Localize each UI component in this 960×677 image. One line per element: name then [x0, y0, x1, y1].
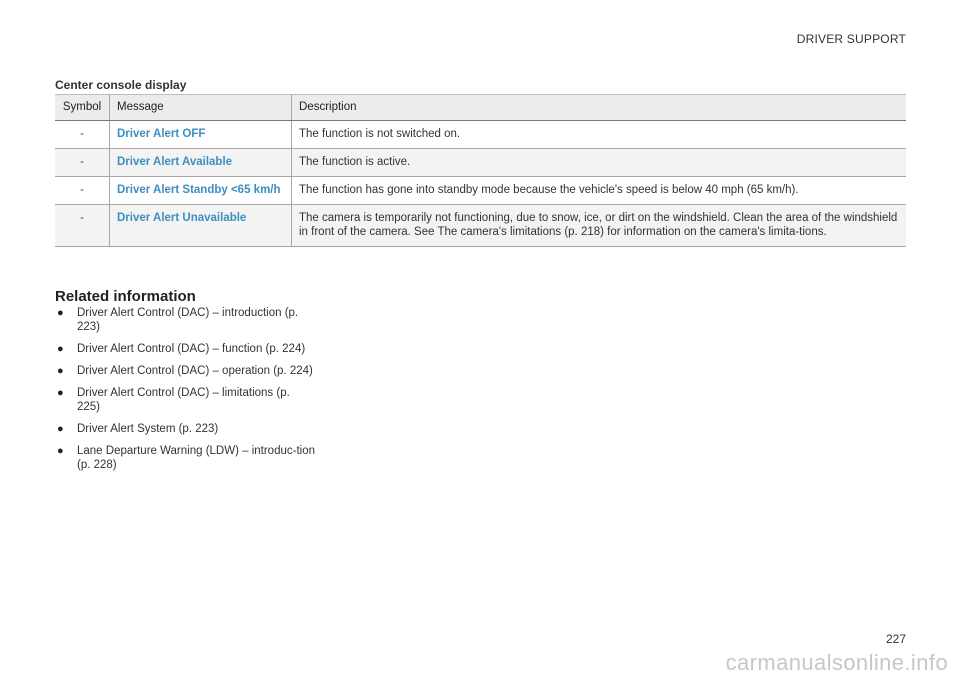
bullet-icon: ●: [57, 307, 64, 319]
section-header: DRIVER SUPPORT: [796, 32, 906, 46]
message-cell: Driver Alert Unavailable: [110, 205, 292, 247]
related-link[interactable]: [55, 364, 315, 378]
related-link[interactable]: [55, 342, 315, 356]
symbol-cell: -: [55, 121, 110, 149]
description-cell: The camera is temporarily not functioning, due to snow, ice, or dirt on the windshield. Clean the area of the windshield in front of the camera. See The camera's limitations (p. 218) for information on the camera's limita-tions.: [292, 205, 907, 247]
related-link[interactable]: [55, 386, 315, 414]
description-cell: The function is not switched on.: [292, 121, 907, 149]
table-row: [55, 149, 906, 177]
table-section-title: Center console display: [55, 78, 187, 92]
display-messages-table: [55, 94, 906, 247]
description-cell: The function is active.: [292, 149, 907, 177]
related-link[interactable]: [55, 444, 315, 472]
column-header-message: Message: [110, 95, 292, 121]
related-information-heading: Related information: [55, 288, 196, 305]
column-header-symbol: Symbol: [55, 95, 110, 121]
related-link-text[interactable]: Lane Departure Warning (LDW) – introduc-tion (p. 228): [77, 445, 315, 471]
symbol-cell: -: [55, 205, 110, 247]
related-information-list: [55, 306, 315, 480]
bullet-icon: ●: [57, 343, 64, 355]
column-header-description: Description: [292, 95, 907, 121]
bullet-icon: ●: [57, 423, 64, 435]
table-row: [55, 205, 906, 247]
message-cell: Driver Alert Standby <65 km/h: [110, 177, 292, 205]
related-link-text[interactable]: Driver Alert Control (DAC) – limitations (p. 225): [77, 387, 290, 413]
related-link-text[interactable]: Driver Alert Control (DAC) – function (p. 224): [77, 343, 306, 355]
bullet-icon: ●: [57, 445, 64, 457]
bullet-icon: ●: [57, 387, 64, 399]
message-cell: Driver Alert OFF: [110, 121, 292, 149]
page-number: 227: [885, 632, 906, 646]
related-link-text[interactable]: Driver Alert System (p. 223): [77, 423, 219, 435]
symbol-cell: -: [55, 177, 110, 205]
table-row: [55, 121, 906, 149]
table-row: [55, 177, 906, 205]
message-cell: Driver Alert Available: [110, 149, 292, 177]
description-cell: The function has gone into standby mode because the vehicle's speed is below 40 mph (65 km/h).: [292, 177, 907, 205]
related-link-text[interactable]: Driver Alert Control (DAC) – introduction (p. 223): [77, 307, 299, 333]
related-link[interactable]: [55, 422, 315, 436]
related-link[interactable]: [55, 306, 315, 334]
watermark: carmanualsonline.info: [725, 650, 948, 675]
table-header-row: [55, 95, 906, 121]
related-link-text[interactable]: Driver Alert Control (DAC) – operation (p. 224): [77, 365, 313, 377]
symbol-cell: -: [55, 149, 110, 177]
bullet-icon: ●: [57, 365, 64, 377]
